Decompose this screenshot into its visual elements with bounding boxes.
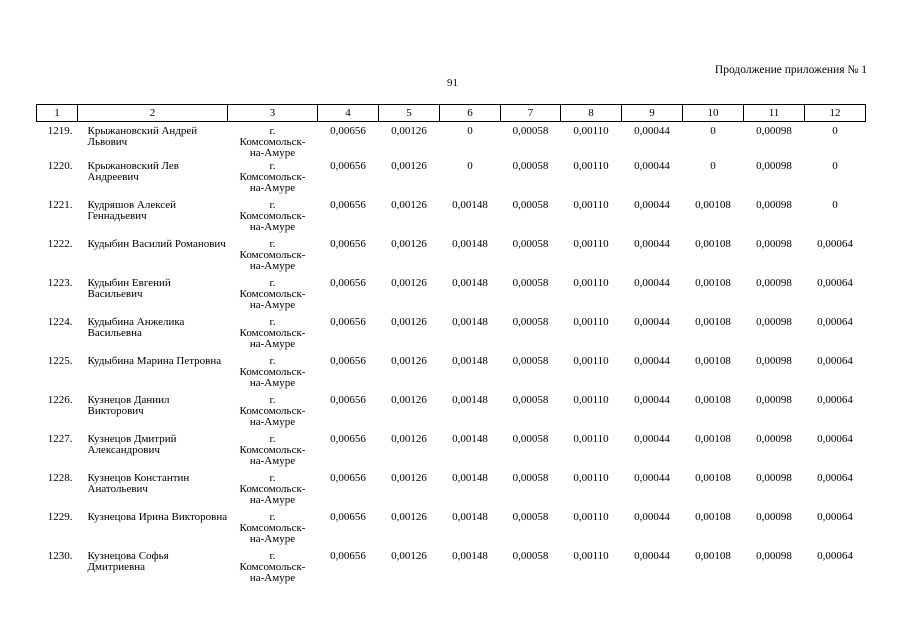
person-name: Кузнецова Софья Дмитриевна xyxy=(87,550,169,573)
locality xyxy=(228,161,318,200)
value-cell: 0,00110 xyxy=(573,160,609,172)
column-header: 6 xyxy=(440,105,501,122)
table-row xyxy=(37,551,866,590)
value-cell: 0,00058 xyxy=(512,277,549,289)
value-cell: 0,00058 xyxy=(512,238,549,250)
value-cell: 0,00126 xyxy=(391,472,427,484)
header-row xyxy=(37,105,866,122)
value-cell: 0,00126 xyxy=(391,433,427,445)
value-cell: 0,00098 xyxy=(756,277,792,289)
locality-line: Комсомольск- xyxy=(239,405,306,417)
person-name: Крыжановский Андрей Львович xyxy=(87,125,198,148)
page-number: 91 xyxy=(447,77,458,89)
table-row xyxy=(37,473,866,512)
value-cell: 0,00656 xyxy=(330,125,366,137)
value-cell: 0,00064 xyxy=(817,550,853,562)
locality-line: на-Амуре xyxy=(249,260,296,272)
locality xyxy=(228,512,318,551)
locality-line: г. xyxy=(269,125,276,137)
row-number: 1225. xyxy=(47,355,73,367)
row-number: 1227. xyxy=(47,433,73,445)
value-cell: 0,00058 xyxy=(512,160,549,172)
value-cell: 0,00108 xyxy=(695,316,731,328)
value-cell: 0,00108 xyxy=(695,550,731,562)
value-cell: 0,00058 xyxy=(512,316,549,328)
table-row xyxy=(37,512,866,551)
row-number: 1230. xyxy=(47,550,73,562)
column-header: 1 xyxy=(37,105,78,122)
locality-line: на-Амуре xyxy=(249,377,296,389)
data-table xyxy=(36,104,866,590)
value-cell: 0,00058 xyxy=(512,355,549,367)
value-cell: 0,00656 xyxy=(330,550,366,562)
column-header: 8 xyxy=(561,105,622,122)
value-cell: 0,00110 xyxy=(573,199,609,211)
person-name: Кудыбин Василий Романович xyxy=(87,238,226,250)
value-cell: 0,00148 xyxy=(452,355,488,367)
value-cell: 0,00058 xyxy=(512,511,549,523)
appendix-note: Продолжение приложения № 1 xyxy=(714,64,867,76)
table-body xyxy=(37,122,866,591)
locality-line: на-Амуре xyxy=(249,416,296,428)
value-cell: 0,00064 xyxy=(817,433,853,445)
value-cell: 0,00126 xyxy=(391,125,427,137)
value-cell: 0 xyxy=(832,160,838,172)
person-name: Кудыбина Марина Петровна xyxy=(87,355,222,367)
table-row xyxy=(37,278,866,317)
row-number: 1229. xyxy=(47,511,73,523)
value-cell: 0,00098 xyxy=(756,355,792,367)
person-name: Кузнецов Даниил Викторович xyxy=(87,394,170,417)
locality-line: г. xyxy=(269,199,276,211)
value-cell: 0,00656 xyxy=(330,472,366,484)
value-cell: 0,00098 xyxy=(756,160,792,172)
value-cell: 0,00126 xyxy=(391,199,427,211)
value-cell: 0,00110 xyxy=(573,394,609,406)
value-cell: 0,00656 xyxy=(330,394,366,406)
value-cell: 0 xyxy=(467,125,473,137)
locality-line: на-Амуре xyxy=(249,147,296,159)
value-cell: 0,00656 xyxy=(330,511,366,523)
value-cell: 0,00148 xyxy=(452,316,488,328)
table-row xyxy=(37,200,866,239)
value-cell: 0,00110 xyxy=(573,355,609,367)
locality-line: Комсомольск- xyxy=(239,210,306,222)
value-cell: 0,00044 xyxy=(634,277,670,289)
locality-line: г. xyxy=(269,238,276,250)
value-cell: 0,00148 xyxy=(452,511,488,523)
column-header: 3 xyxy=(228,105,318,122)
value-cell: 0,00110 xyxy=(573,238,609,250)
locality xyxy=(228,551,318,590)
value-cell: 0,00044 xyxy=(634,160,670,172)
locality-line: на-Амуре xyxy=(249,338,296,350)
locality-line: Комсомольск- xyxy=(239,327,306,339)
locality-line: г. xyxy=(269,550,276,562)
value-cell: 0,00098 xyxy=(756,433,792,445)
value-cell: 0 xyxy=(832,199,838,211)
value-cell: 0,00058 xyxy=(512,199,549,211)
value-cell: 0,00148 xyxy=(452,238,488,250)
column-header: 9 xyxy=(622,105,683,122)
person-name: Кузнецова Ирина Викторовна xyxy=(87,511,228,523)
value-cell: 0,00656 xyxy=(330,433,366,445)
value-cell: 0,00110 xyxy=(573,277,609,289)
value-cell: 0,00656 xyxy=(330,199,366,211)
locality-line: г. xyxy=(269,511,276,523)
value-cell: 0,00656 xyxy=(330,355,366,367)
table-row xyxy=(37,356,866,395)
locality-line: Комсомольск- xyxy=(239,483,306,495)
row-number: 1220. xyxy=(47,160,73,172)
locality xyxy=(228,239,318,278)
value-cell: 0,00148 xyxy=(452,394,488,406)
value-cell: 0,00656 xyxy=(330,160,366,172)
value-cell: 0,00656 xyxy=(330,316,366,328)
person-name: Кудыбина Анжелика Васильевна xyxy=(87,316,185,339)
locality-line: на-Амуре xyxy=(249,572,296,584)
locality-line: Комсомольск- xyxy=(239,444,306,456)
person-name: Кузнецов Константин Анатольевич xyxy=(87,472,190,495)
value-cell: 0,00044 xyxy=(634,238,670,250)
value-cell: 0,00064 xyxy=(817,355,853,367)
value-cell: 0,00044 xyxy=(634,316,670,328)
locality-line: Комсомольск- xyxy=(239,288,306,300)
person-name: Крыжановский Лев Андреевич xyxy=(87,160,179,183)
value-cell: 0,00110 xyxy=(573,511,609,523)
value-cell: 0,00064 xyxy=(817,277,853,289)
value-cell: 0,00110 xyxy=(573,472,609,484)
locality xyxy=(228,434,318,473)
row-number: 1219. xyxy=(47,125,73,137)
value-cell: 0,00098 xyxy=(756,199,792,211)
locality-line: Комсомольск- xyxy=(239,561,306,573)
locality-line: Комсомольск- xyxy=(239,171,306,183)
value-cell: 0,00044 xyxy=(634,433,670,445)
person-name: Кузнецов Дмитрий Александрович xyxy=(87,433,177,456)
locality-line: Комсомольск- xyxy=(239,522,306,534)
value-cell: 0,00098 xyxy=(756,394,792,406)
locality-line: Комсомольск- xyxy=(239,136,306,148)
value-cell: 0,00108 xyxy=(695,238,731,250)
value-cell: 0,00656 xyxy=(330,238,366,250)
value-cell: 0,00044 xyxy=(634,355,670,367)
row-number: 1228. xyxy=(47,472,73,484)
value-cell: 0,00058 xyxy=(512,472,549,484)
table-row xyxy=(37,395,866,434)
table-row xyxy=(37,122,866,162)
column-header: 10 xyxy=(683,105,744,122)
locality-line: на-Амуре xyxy=(249,221,296,233)
value-cell: 0,00126 xyxy=(391,160,427,172)
value-cell: 0,00044 xyxy=(634,199,670,211)
locality-line: г. xyxy=(269,433,276,445)
value-cell: 0,00108 xyxy=(695,511,731,523)
value-cell: 0,00058 xyxy=(512,433,549,445)
value-cell: 0,00126 xyxy=(391,511,427,523)
value-cell: 0,00148 xyxy=(452,550,488,562)
value-cell: 0,00110 xyxy=(573,550,609,562)
value-cell: 0,00098 xyxy=(756,316,792,328)
value-cell: 0,00110 xyxy=(573,125,609,137)
value-cell: 0,00108 xyxy=(695,277,731,289)
value-cell: 0,00148 xyxy=(452,472,488,484)
value-cell: 0 xyxy=(710,160,716,172)
column-header: 4 xyxy=(318,105,379,122)
value-cell: 0,00108 xyxy=(695,199,731,211)
locality xyxy=(228,200,318,239)
row-number: 1221. xyxy=(47,199,73,211)
value-cell: 0,00058 xyxy=(512,394,549,406)
value-cell: 0,00098 xyxy=(756,472,792,484)
column-header: 7 xyxy=(501,105,561,122)
value-cell: 0,00044 xyxy=(634,472,670,484)
value-cell: 0,00044 xyxy=(634,550,670,562)
value-cell: 0 xyxy=(710,125,716,137)
table-row xyxy=(37,434,866,473)
column-header: 2 xyxy=(78,105,228,122)
value-cell: 0,00064 xyxy=(817,394,853,406)
value-cell: 0,00126 xyxy=(391,394,427,406)
value-cell: 0,00064 xyxy=(817,238,853,250)
locality-line: на-Амуре xyxy=(249,182,296,194)
row-number: 1223. xyxy=(47,277,73,289)
locality xyxy=(228,317,318,356)
person-name: Кудыбин Евгений Васильевич xyxy=(87,277,171,300)
locality xyxy=(228,122,318,162)
value-cell: 0 xyxy=(832,125,838,137)
value-cell: 0,00098 xyxy=(756,511,792,523)
table-row xyxy=(37,239,866,278)
value-cell: 0,00126 xyxy=(391,355,427,367)
value-cell: 0,00656 xyxy=(330,277,366,289)
locality-line: на-Амуре xyxy=(249,455,296,467)
locality-line: г. xyxy=(269,394,276,406)
table-header xyxy=(37,105,866,122)
table-row xyxy=(37,317,866,356)
value-cell: 0,00098 xyxy=(756,125,792,137)
locality-line: Комсомольск- xyxy=(239,249,306,261)
value-cell: 0,00126 xyxy=(391,550,427,562)
column-header: 5 xyxy=(379,105,440,122)
row-number: 1224. xyxy=(47,316,73,328)
locality-line: г. xyxy=(269,316,276,328)
value-cell: 0,00044 xyxy=(634,511,670,523)
value-cell: 0,00126 xyxy=(391,238,427,250)
value-cell: 0,00110 xyxy=(573,433,609,445)
column-header: 11 xyxy=(744,105,805,122)
person-name: Кудряшов Алексей Геннадьевич xyxy=(87,199,177,222)
locality-line: на-Амуре xyxy=(249,494,296,506)
locality-line: г. xyxy=(269,277,276,289)
column-header: 12 xyxy=(805,105,866,122)
value-cell: 0,00064 xyxy=(817,472,853,484)
locality-line: на-Амуре xyxy=(249,299,296,311)
row-number: 1226. xyxy=(47,394,73,406)
locality-line: Комсомольск- xyxy=(239,366,306,378)
row-number: 1222. xyxy=(47,238,73,250)
value-cell: 0,00148 xyxy=(452,199,488,211)
value-cell: 0,00108 xyxy=(695,472,731,484)
value-cell: 0,00098 xyxy=(756,238,792,250)
value-cell: 0,00110 xyxy=(573,316,609,328)
value-cell: 0,00098 xyxy=(756,550,792,562)
locality-line: г. xyxy=(269,160,276,172)
value-cell: 0,00058 xyxy=(512,125,549,137)
locality xyxy=(228,356,318,395)
value-cell: 0,00126 xyxy=(391,277,427,289)
locality xyxy=(228,473,318,512)
value-cell: 0 xyxy=(467,160,473,172)
value-cell: 0,00044 xyxy=(634,394,670,406)
value-cell: 0,00108 xyxy=(695,433,731,445)
locality xyxy=(228,278,318,317)
value-cell: 0,00044 xyxy=(634,125,670,137)
value-cell: 0,00064 xyxy=(817,316,853,328)
value-cell: 0,00126 xyxy=(391,316,427,328)
value-cell: 0,00108 xyxy=(695,394,731,406)
table-row xyxy=(37,161,866,200)
value-cell: 0,00148 xyxy=(452,277,488,289)
value-cell: 0,00108 xyxy=(695,355,731,367)
locality-line: на-Амуре xyxy=(249,533,296,545)
value-cell: 0,00058 xyxy=(512,550,549,562)
locality-line: г. xyxy=(269,355,276,367)
locality xyxy=(228,395,318,434)
value-cell: 0,00064 xyxy=(817,511,853,523)
locality-line: г. xyxy=(269,472,276,484)
value-cell: 0,00148 xyxy=(452,433,488,445)
